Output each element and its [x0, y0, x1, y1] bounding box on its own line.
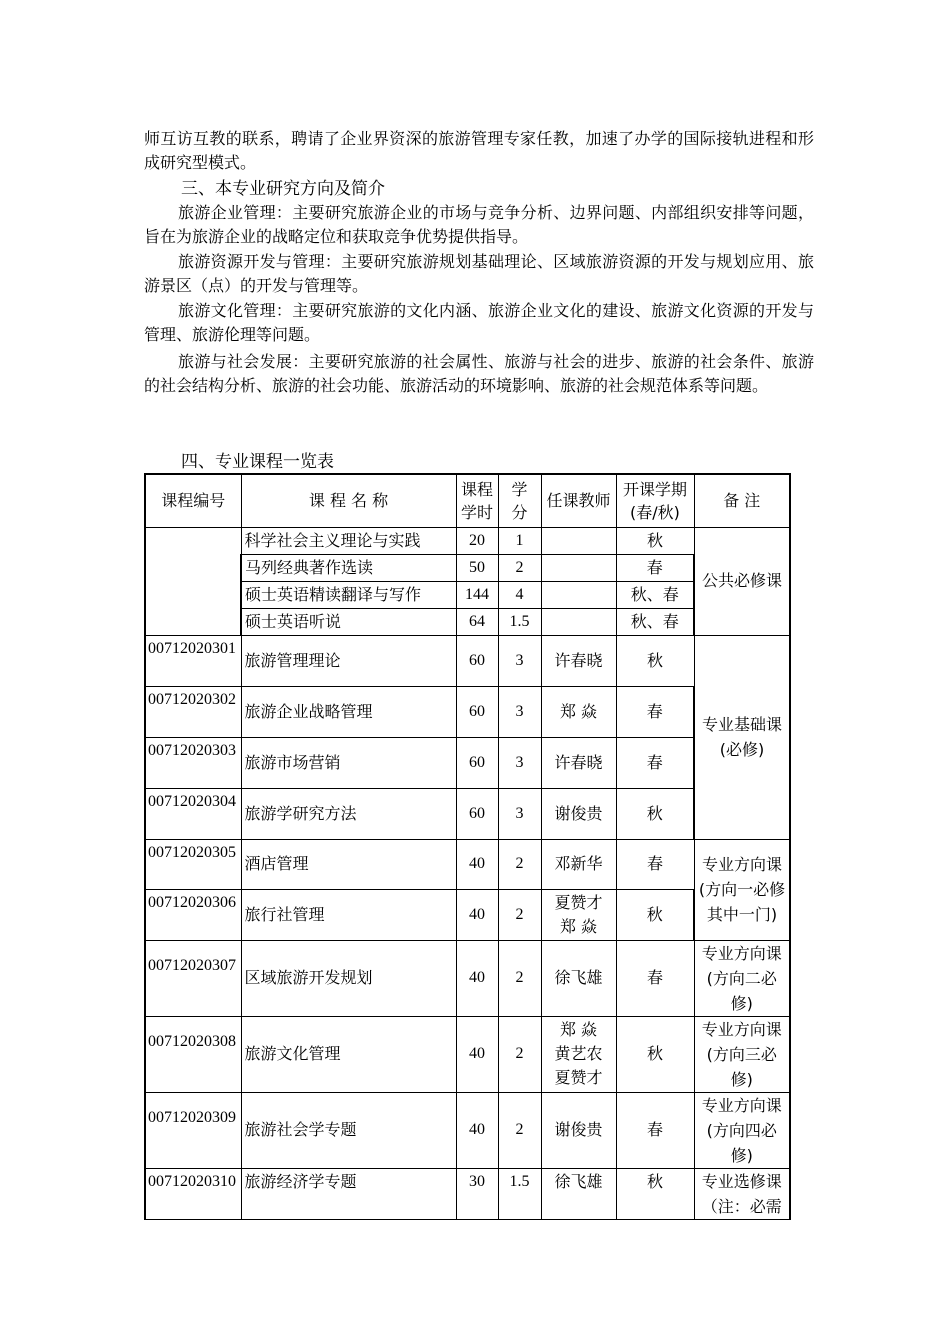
- header-credit: 学 分: [498, 474, 541, 527]
- table-row: [145, 1016, 790, 1092]
- course-teacher: [541, 581, 616, 608]
- course-credit: 2: [498, 940, 541, 1016]
- course-hours: 40: [456, 1092, 498, 1168]
- course-term: 秋: [616, 788, 694, 839]
- course-name: 区域旅游开发规划: [241, 940, 456, 1016]
- course-hours: 60: [456, 788, 498, 839]
- course-teacher: [541, 527, 616, 554]
- course-note: 专业方向课 (方向二必 修): [694, 940, 790, 1016]
- course-credit: 2: [498, 554, 541, 581]
- table-row: [145, 940, 790, 1016]
- course-term: 秋: [616, 1016, 694, 1092]
- course-note: 专业方向课 (方向三必 修): [694, 1016, 790, 1092]
- course-hours: 30: [456, 1168, 498, 1219]
- table-row: [145, 1168, 790, 1219]
- direction-paragraph: 旅游文化管理：主要研究旅游的文化内涵、旅游企业文化的建设、旅游文化资源的开发与管理、旅游伦理等问题。: [144, 301, 814, 344]
- course-term: 秋、春: [616, 581, 694, 608]
- header-hours: 课程 学时: [456, 474, 498, 527]
- course-credit: 1.5: [498, 608, 541, 635]
- course-term: 秋: [616, 889, 694, 940]
- course-term: 秋: [616, 635, 694, 686]
- course-term: 春: [616, 839, 694, 889]
- course-credit: 2: [498, 1016, 541, 1092]
- course-name: 旅游企业战略管理: [241, 686, 456, 737]
- course-hours: 144: [456, 581, 498, 608]
- course-note: 专业方向课 (方向一必修 其中一门): [694, 839, 790, 940]
- table-row: [145, 889, 790, 940]
- direction-paragraph: 旅游企业管理：主要研究旅游企业的市场与竞争分析、边界问题、内部组织安排等问题，旨在为旅游企业的战略定位和获取竞争优势提供指导。: [144, 203, 814, 246]
- course-teacher: 谢俊贵: [541, 1092, 616, 1168]
- course-name: 硕士英语精读翻译与写作: [241, 581, 456, 608]
- course-teacher: 郑 焱 黄艺农 夏赞才: [541, 1016, 616, 1092]
- course-term: 春: [616, 686, 694, 737]
- course-credit: 2: [498, 889, 541, 940]
- course-hours: 50: [456, 554, 498, 581]
- course-hours: 40: [456, 889, 498, 940]
- course-name: 旅游经济学专题: [241, 1168, 456, 1219]
- course-code: 00712020306: [145, 889, 241, 940]
- course-hours: 40: [456, 839, 498, 889]
- course-hours: 20: [456, 527, 498, 554]
- course-term: 秋: [616, 1168, 694, 1219]
- table-row: [145, 788, 790, 839]
- course-code: 00712020307: [145, 940, 241, 1016]
- course-credit: 3: [498, 737, 541, 788]
- course-code: 00712020301: [145, 635, 241, 686]
- table-row: [145, 737, 790, 788]
- section-4-heading: 四、专业课程一览表: [181, 452, 334, 472]
- table-row: [145, 635, 790, 686]
- table-row: [145, 608, 790, 635]
- course-note: 专业选修课 （注：必需: [694, 1168, 790, 1219]
- course-name: 硕士英语听说: [241, 608, 456, 635]
- table-row: [145, 581, 790, 608]
- table-row: [145, 839, 790, 889]
- header-term: 开课学期 (春/秋): [616, 474, 694, 527]
- course-credit: 2: [498, 1092, 541, 1168]
- course-hours: 64: [456, 608, 498, 635]
- course-hours: 40: [456, 1016, 498, 1092]
- course-name: 旅行社管理: [241, 889, 456, 940]
- course-name: 科学社会主义理论与实践: [241, 527, 456, 554]
- course-name: 旅游文化管理: [241, 1016, 456, 1092]
- course-teacher: 郑 焱: [541, 686, 616, 737]
- header-teacher: 任课教师: [541, 474, 616, 527]
- course-term: 春: [616, 737, 694, 788]
- direction-paragraph: 旅游与社会发展：主要研究旅游的社会属性、旅游与社会的进步、旅游的社会条件、旅游的社会结构分析、旅游的社会功能、旅游活动的环境影响、旅游的社会规范体系等问题。: [144, 352, 814, 395]
- course-credit: 3: [498, 686, 541, 737]
- course-teacher: 许春晓: [541, 737, 616, 788]
- course-teacher: [541, 608, 616, 635]
- course-code: 00712020310: [145, 1168, 241, 1219]
- course-credit: 3: [498, 788, 541, 839]
- header-code: 课程编号: [145, 474, 241, 527]
- course-term: 春: [616, 554, 694, 581]
- course-term: 春: [616, 1092, 694, 1168]
- course-name: 旅游学研究方法: [241, 788, 456, 839]
- course-hours: 60: [456, 635, 498, 686]
- course-code: 00712020302: [145, 686, 241, 737]
- course-teacher: 谢俊贵: [541, 788, 616, 839]
- course-name: 旅游市场营销: [241, 737, 456, 788]
- course-term: 秋: [616, 527, 694, 554]
- course-name: 马列经典著作选读: [241, 554, 456, 581]
- course-code: 00712020304: [145, 788, 241, 839]
- public-code-cell: [145, 527, 241, 635]
- course-hours: 40: [456, 940, 498, 1016]
- course-credit: 1.5: [498, 1168, 541, 1219]
- course-teacher: [541, 554, 616, 581]
- course-term: 秋、春: [616, 608, 694, 635]
- course-credit: 1: [498, 527, 541, 554]
- course-teacher: 邓新华: [541, 839, 616, 889]
- table-row: [145, 686, 790, 737]
- course-code: 00712020308: [145, 1016, 241, 1092]
- course-code: 00712020305: [145, 839, 241, 889]
- intro-continuation: 师互访互教的联系，聘请了企业界资深的旅游管理专家任教，加速了办学的国际接轨进程和形成研究型模式。: [144, 129, 814, 172]
- course-note: 专业方向课 (方向四必 修): [694, 1092, 790, 1168]
- course-note: 公共必修课: [694, 527, 790, 635]
- course-term: 春: [616, 940, 694, 1016]
- course-credit: 4: [498, 581, 541, 608]
- table-row: [145, 1092, 790, 1168]
- table-header-row: [145, 474, 790, 527]
- table-row: [145, 527, 790, 554]
- course-code: 00712020309: [145, 1092, 241, 1168]
- course-credit: 2: [498, 839, 541, 889]
- course-hours: 60: [456, 737, 498, 788]
- table-row: [145, 554, 790, 581]
- course-name: 旅游管理理论: [241, 635, 456, 686]
- course-teacher: 徐飞雄: [541, 940, 616, 1016]
- course-teacher: 许春晓: [541, 635, 616, 686]
- course-table: [144, 473, 791, 1220]
- course-note: 专业基础课 (必修): [694, 635, 790, 839]
- course-credit: 3: [498, 635, 541, 686]
- header-note: 备 注: [694, 474, 790, 527]
- course-code: 00712020303: [145, 737, 241, 788]
- course-teacher: 夏赞才 郑 焱: [541, 889, 616, 940]
- direction-paragraph: 旅游资源开发与管理：主要研究旅游规划基础理论、区域旅游资源的开发与规划应用、旅游景区（点）的开发与管理等。: [144, 252, 814, 295]
- course-name: 酒店管理: [241, 839, 456, 889]
- course-teacher: 徐飞雄: [541, 1168, 616, 1219]
- course-name: 旅游社会学专题: [241, 1092, 456, 1168]
- course-hours: 60: [456, 686, 498, 737]
- section-3-heading: 三、本专业研究方向及简介: [181, 179, 385, 199]
- header-name: 课 程 名 称: [241, 474, 456, 527]
